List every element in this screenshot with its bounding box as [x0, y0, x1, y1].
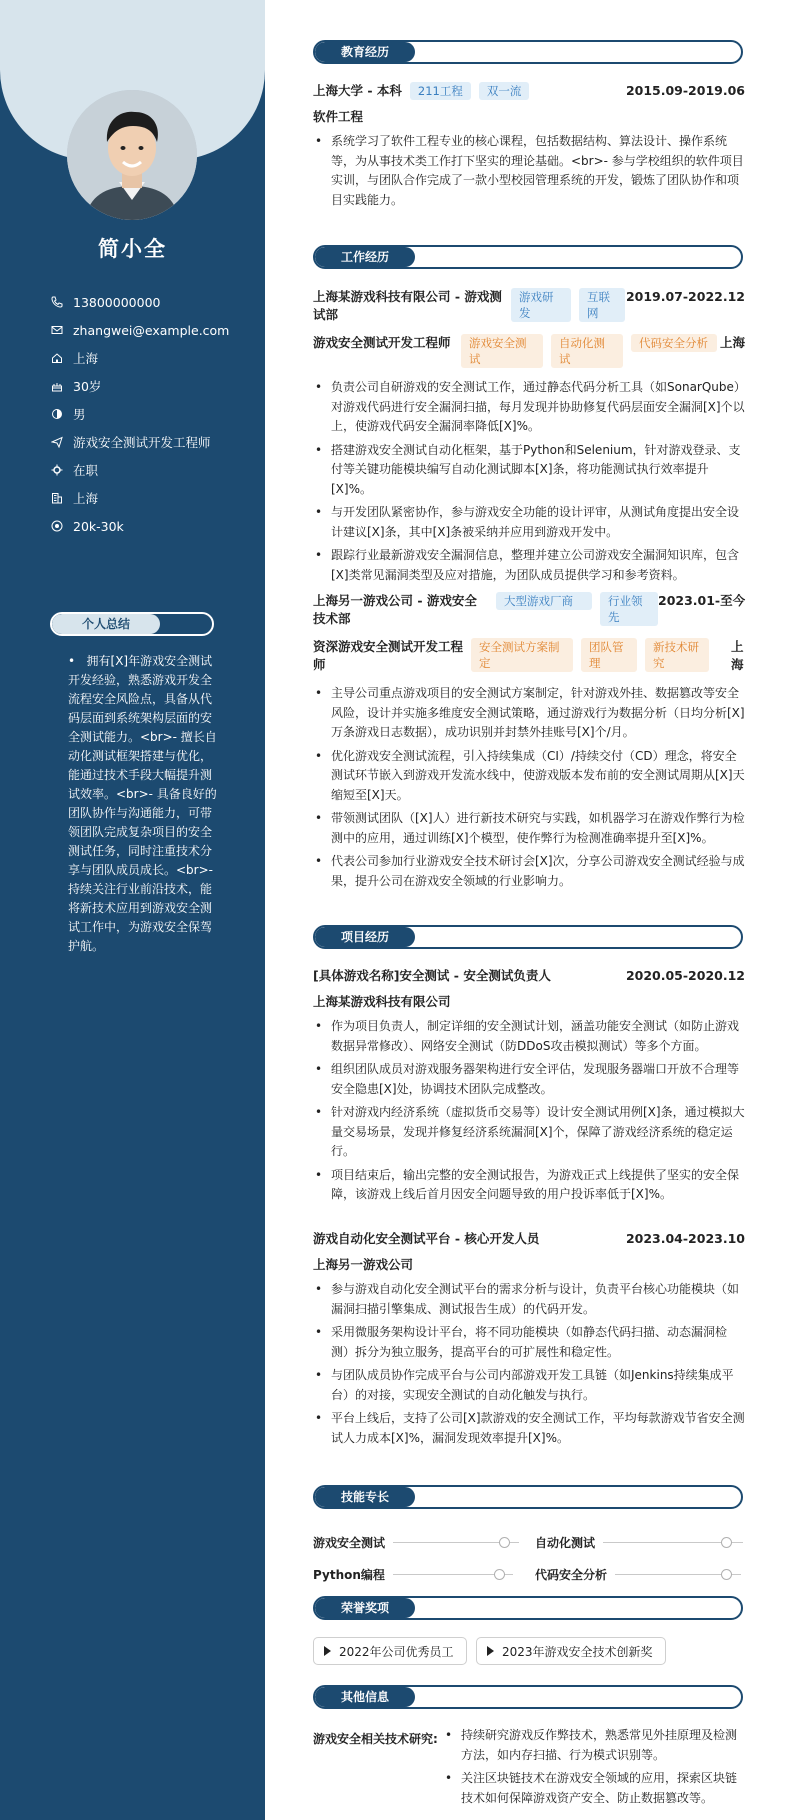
summary-section-header [50, 612, 214, 636]
work-company-tag: 游戏研发 [511, 288, 571, 322]
work-role-tag: 代码安全分析 [631, 334, 717, 352]
skill-level-track [603, 1542, 743, 1543]
info-email-text: zhangwei@example.com [73, 322, 230, 338]
project-bullet: • 组织团队成员对游戏服务器架构进行安全评估，发现服务器端口开放不合理等安全隐患[X]处，协调技术团队完成整改。 [313, 1060, 745, 1099]
gender-icon [50, 407, 64, 421]
contact-info-list [50, 288, 260, 540]
info-gender [50, 400, 260, 428]
cake-icon [50, 379, 64, 393]
info-work-city-text: 上海 [73, 491, 99, 506]
skill-level-track [615, 1574, 741, 1575]
info-salary-text: 20k-30k [73, 518, 124, 534]
award-name: 2023年游戏安全技术创新奖 [502, 1644, 653, 1659]
education-tag: 双一流 [479, 82, 530, 100]
skill-item [535, 1564, 741, 1584]
education-school: 上海大学 - 本科 [313, 83, 402, 98]
skill-item [535, 1532, 743, 1552]
education-date: 2015.09-2019.06 [625, 83, 745, 98]
summary-title: 个人总结 [81, 617, 130, 631]
project-title: 游戏自动化安全测试平台 - 核心开发人员 [313, 1231, 540, 1246]
section-title-projects: 项目经历 [340, 930, 389, 944]
project-date: 2020.05-2020.12 [625, 968, 745, 983]
info-gender-text: 男 [73, 407, 86, 422]
award-name: 2022年公司优秀员工 [339, 1644, 454, 1659]
work-bullet: • 主导公司重点游戏项目的安全测试方案制定，针对游戏外挂、数据篡改等安全风险，设计并实施多维度安全测试策略，通过游戏行为数据分析（日均分析[X]万条游戏日志数据），成功识别并封禁外挂账号[X]个/月。 [313, 684, 745, 743]
work-company: 上海某游戏科技有限公司 - 游戏测试部 [313, 289, 502, 322]
work-bullet: • 带领测试团队（[X]人）进行新技术研究与实践，如机器学习在游戏作弊行为检测中的应用，通过训练[X]个模型，使作弊行为检测准确率提升至[X]%。 [313, 809, 745, 848]
work-bullet: • 搭建游戏安全测试自动化框架，基于Python和Selenium，针对游戏登录、支付等关键功能模块编写自动化测试脚本[X]条，将功能测试执行效率提升[X]%。 [313, 441, 745, 500]
work-role-tag: 团队管理 [581, 638, 637, 672]
mail-icon [50, 323, 64, 337]
summary-text: 拥有[X]年游戏安全测试开发经验，熟悉游戏开发全流程安全风险点，具备从代码层面到系统架构层面的安全测试能力。<br>- 擅长自动化测试框架搭建与优化，能通过技术手段大幅提升测试效率。<br>- 具备良好的团队协作与沟通能力，可带领团队完成复杂项目的安全测试任务，同时注重技术分享与团队成员成长。<br>- 持续关注行业前沿技术，能将新技术应用到游戏安全测试工作中，为游戏安全保驾护航。 [68, 654, 217, 953]
sidebar [0, 0, 265, 1820]
work-bullet: • 负责公司自研游戏的安全测试工作，通过静态代码分析工具（如SonarQube）对游戏代码进行安全漏洞扫描，每月发现并协助修复代码层面安全漏洞[X]个以上，使游戏代码安全漏洞率降低[X]%。 [313, 378, 745, 437]
home-icon [50, 351, 64, 365]
education-tag: 211工程 [410, 82, 471, 100]
skill-item [313, 1564, 513, 1584]
work-bullet: • 优化游戏安全测试流程，引入持续集成（CI）/持续交付（CD）理念，将安全测试环节嵌入到游戏开发流水线中，使游戏版本发布前的安全测试周期从[X]天缩短至[X]天。 [313, 747, 745, 806]
play-triangle-icon [324, 1646, 331, 1656]
play-triangle-icon [487, 1646, 494, 1656]
info-age [50, 372, 260, 400]
work-role: 游戏安全测试开发工程师 [313, 335, 451, 350]
project-title: [具体游戏名称]安全测试 - 安全测试负责人 [313, 968, 551, 983]
project-bullet: • 平台上线后，支持了公司[X]款游戏的安全测试工作，平均每款游戏节省安全测试人力成本[X]%，漏洞发现效率提升[X]%。 [313, 1409, 745, 1448]
work-company-tag: 互联网 [579, 288, 625, 322]
skill-level-knob [721, 1569, 732, 1580]
work-bullet: • 与开发团队紧密协作，参与游戏安全功能的设计评审，从测试角度提出安全设计建议[X]条，其中[X]条被采纳并应用到游戏开发中。 [313, 503, 745, 542]
project-bullet: • 作为项目负责人，制定详细的安全测试计划，涵盖功能安全测试（如防止游戏数据异常修改）、网络安全测试（防DDoS攻击模拟测试）等多个方面。 [313, 1017, 745, 1056]
work-role-tag: 游戏安全测试 [461, 334, 543, 368]
education-bullet: • 系统学习了软件工程专业的核心课程，包括数据结构、算法设计、操作系统等，为从事技术类工作打下坚实的理论基础。<br>- 参与学校组织的软件项目实训，与团队合作完成了一款小型校园管理系统的开发，锻炼了团队协作和项目实践能力。 [313, 132, 745, 210]
section-header-awards [313, 1596, 743, 1620]
other-info-key: 游戏安全相关技术研究: [313, 1732, 438, 1746]
money-icon [50, 519, 64, 533]
skill-name: 游戏安全测试 [313, 1535, 386, 1550]
project-bullet: • 项目结束后，输出完整的安全测试报告，为游戏正式上线提供了坚实的安全保障，该游戏上线后首月因安全问题导致的用户投诉率低于[X]%。 [313, 1166, 745, 1205]
info-phone-text: 13800000000 [73, 294, 161, 310]
info-position [50, 428, 260, 456]
award-item [476, 1637, 666, 1665]
project-company: 上海某游戏科技有限公司 [313, 994, 451, 1009]
education-entry [313, 82, 745, 214]
status-icon [50, 463, 64, 477]
info-email [50, 316, 260, 344]
info-status [50, 456, 260, 484]
section-header-projects [313, 925, 743, 949]
section-header-other [313, 1685, 743, 1709]
skill-level-track [393, 1574, 513, 1575]
section-header-education [313, 40, 743, 64]
skill-level-track [393, 1542, 519, 1543]
work-company: 上海另一游戏公司 - 游戏安全技术部 [313, 593, 477, 626]
info-position-text: 游戏安全测试开发工程师 [73, 435, 211, 450]
project-bullet: • 与团队成员协作完成平台与公司内部游戏开发工具链（如Jenkins持续集成平台）的对接，实现安全测试的自动化触发与执行。 [313, 1366, 745, 1405]
section-title-education: 教育经历 [340, 45, 389, 59]
work-company-tag: 大型游戏厂商 [496, 592, 592, 610]
summary-item: • 拥有[X]年游戏安全测试开发经验，熟悉游戏开发全流程安全风险点，具备从代码层面到系统架构层面的安全测试能力。<br>- 擅长自动化测试框架搭建与优化，能通过技术手段大幅提升测试效率。<br>- 具备良好的团队协作与沟通能力，可带领团队完成复杂项目的安全测试任务，同时注重技术分享与团队成员成长。<br>- 持续关注行业前沿技术，能将新技术应用到游戏安全测试工作中，为游戏安全保驾护航。 [68, 654, 217, 953]
project-bullet: • 参与游戏自动化安全测试平台的需求分析与设计，负责平台核心功能模块（如漏洞扫描引擎集成、测试报告生成）的代码开发。 [313, 1280, 745, 1319]
work-bullet: • 跟踪行业最新游戏安全漏洞信息，整理并建立公司游戏安全漏洞知识库，包含[X]类常见漏洞类型及应对措施，为团队成员提供学习和参考资料。 [313, 546, 745, 585]
work-role-tag: 新技术研究 [645, 638, 709, 672]
work-date: 2019.07-2022.12 [625, 289, 745, 304]
other-info-bullet: • 持续研究游戏反作弊技术，熟悉常见外挂原理及检测方法，如内存扫描、行为模式识别等。 [443, 1726, 745, 1765]
work-bullet: • 代表公司参加行业游戏安全技术研讨会[X]次，分享公司游戏安全测试经验与成果，提升公司在游戏安全领域的行业影响力。 [313, 852, 745, 891]
project-bullet: • 针对游戏内经济系统（虚拟货币交易等）设计安全测试用例[X]条，通过模拟大量交易场景，发现并修复经济系统漏洞[X]个，保障了游戏经济系统的稳定运行。 [313, 1103, 745, 1162]
project-company: 上海另一游戏公司 [313, 1257, 414, 1272]
building-icon [50, 491, 64, 505]
summary-text-block [60, 652, 220, 956]
work-entry [313, 288, 745, 589]
section-title-skills: 技能专长 [340, 1490, 389, 1504]
skill-item [313, 1532, 519, 1552]
work-entry [313, 592, 745, 895]
work-company-tag: 行业领先 [600, 592, 658, 626]
award-item [313, 1637, 467, 1665]
project-entry [313, 1230, 745, 1452]
work-city: 上海 [731, 639, 744, 672]
skill-name: 自动化测试 [535, 1535, 596, 1550]
section-title-other: 其他信息 [340, 1690, 389, 1704]
project-entry [313, 967, 745, 1209]
project-date: 2023.04-2023.10 [625, 1231, 745, 1246]
info-location [50, 344, 260, 372]
info-status-text: 在职 [73, 463, 99, 478]
send-icon [50, 435, 64, 449]
other-info-bullet: • 关注区块链技术在游戏安全领域的应用，探索区块链技术如何保障游戏资产安全、防止数据篡改等。 [443, 1769, 745, 1808]
education-major: 软件工程 [313, 109, 364, 124]
skill-name: 代码安全分析 [535, 1567, 608, 1582]
candidate-name: 简小全 [98, 237, 167, 261]
info-salary [50, 512, 260, 540]
work-role-tag: 安全测试方案制定 [471, 638, 573, 672]
work-city: 上海 [719, 335, 745, 350]
section-title-awards: 荣誉奖项 [340, 1601, 389, 1615]
section-header-work [313, 245, 743, 269]
info-work-city [50, 484, 260, 512]
work-role-tag: 自动化测试 [551, 334, 623, 368]
section-title-work: 工作经历 [340, 250, 389, 264]
work-date: 2023.01-至今 [658, 593, 746, 608]
work-role: 资深游戏安全测试开发工程师 [313, 639, 464, 672]
skill-level-knob [721, 1537, 732, 1548]
info-age-text: 30岁 [73, 379, 102, 394]
section-header-skills [313, 1485, 743, 1509]
info-location-text: 上海 [73, 351, 99, 366]
avatar [67, 90, 197, 220]
skill-level-knob [499, 1537, 510, 1548]
phone-icon [50, 295, 64, 309]
info-phone [50, 288, 260, 316]
main-content [313, 0, 745, 1820]
skill-level-knob [494, 1569, 505, 1580]
skill-name: Python编程 [313, 1567, 385, 1582]
project-bullet: • 采用微服务架构设计平台，将不同功能模块（如静态代码扫描、动态漏洞检测）拆分为独立服务，提高平台的可扩展性和稳定性。 [313, 1323, 745, 1362]
